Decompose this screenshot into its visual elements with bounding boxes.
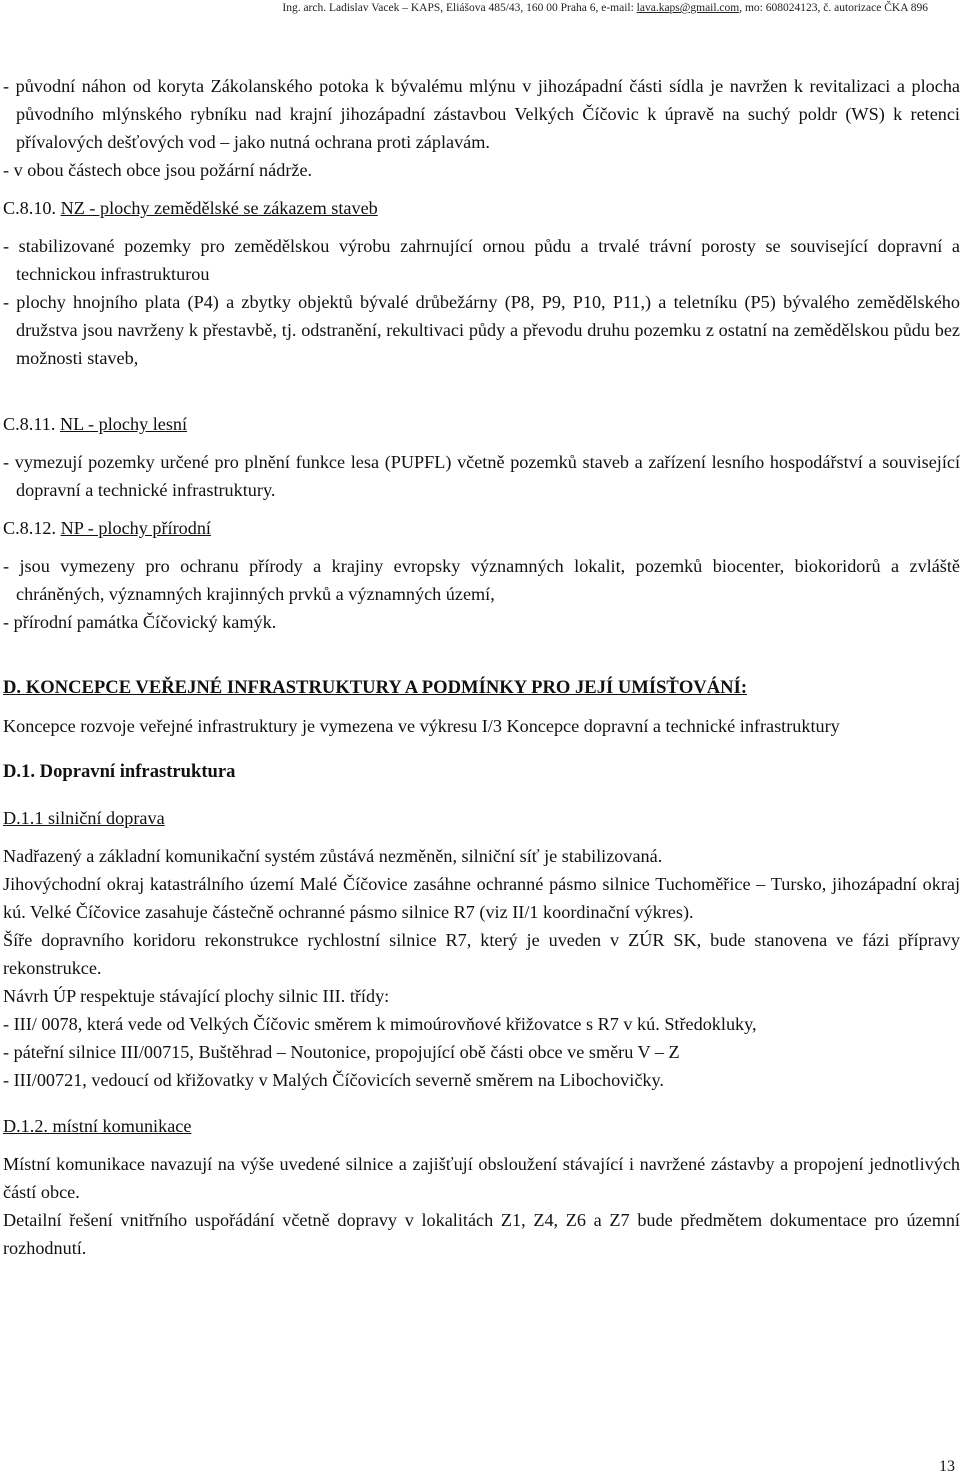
heading-c-8-12-title: NP - plochy přírodní <box>60 518 211 538</box>
paragraph-fire-tanks: - v obou částech obce jsou požární nádrže. <box>3 160 313 180</box>
paragraph-natural-monument: - přírodní památka Číčovický kamýk. <box>3 612 277 632</box>
paragraph-nature-protection: - jsou vymezeny pro ochranu přírody a krajiny evropsky významných lokalit, pozemků biocenter, biokoridorů a zvláště chráněných, významných krajinných prvků a významných území, <box>3 556 960 604</box>
heading-d-1-2: D.1.2. místní komunikace <box>3 1116 192 1136</box>
list-item-road-00721: - III/00721, vedoucí od křižovatky v Malých Číčovicích severně směrem na Libochovičky. <box>3 1070 664 1090</box>
page-header <box>282 2 928 14</box>
heading-c-8-11-number: C.8.11. <box>3 414 60 434</box>
heading-c-8-11-title: NL - plochy lesní <box>59 414 188 434</box>
heading-section-d: D. KONCEPCE VEŘEJNÉ INFRASTRUKTURY A PODMÍNKY PRO JEJÍ UMÍSŤOVÁNÍ: <box>3 677 748 698</box>
paragraph-infrastructure-concept: Koncepce rozvoje veřejné infrastruktury je vymezena ve výkresu I/3 Koncepce dopravní a technické infrastruktury <box>3 716 840 736</box>
header-text: Ing. arch. Ladislav Vacek – KAPS, Eliášova 485/43, 160 00 Praha 6, e-mail: <box>282 2 637 14</box>
heading-d-1: D.1. Dopravní infrastruktura <box>3 761 236 782</box>
heading-c-8-10-number: C.8.10. <box>3 198 61 218</box>
heading-c-8-12 <box>3 514 960 542</box>
document-body <box>3 72 960 1262</box>
paragraph-mill-race: - původní náhon od koryta Zákolanského potoka k bývalému mlýnu v jihozápadní části sídla je navržen k revitalizaci a plocha původního mlýnského rybníku nad krajní jihozápadní zástavbou Velkých Číčovic k úpravě na suchý poldr (WS) k retenci přívalových dešťových vod – jako nutná ochrana proti záplavám. <box>3 76 960 152</box>
header-text-tail: , mo: 608024123, č. autorizace ČKA 896 <box>739 2 928 14</box>
heading-c-8-10-title: NZ - plochy zemědělské se zákazem staveb <box>60 198 378 218</box>
paragraph-local-roads: Místní komunikace navazují na výše uvedené silnice a zajišťují obsloužení stávající i navržené zástavby a propojení jednotlivých částí obce. <box>3 1154 960 1202</box>
paragraph-forest-land: - vymezují pozemky určené pro plnění funkce lesa (PUPFL) včetně pozemků staveb a zařízení lesního hospodářství a související dopravní a technické infrastruktury. <box>3 452 960 500</box>
heading-c-8-12-number: C.8.12. <box>3 518 61 538</box>
paragraph-detailed-solution: Detailní řešení vnitřního uspořádání včetně dopravy v lokalitách Z1, Z4, Z6 a Z7 bude předmětem dokumentace pro územní rozhodnutí. <box>3 1210 960 1258</box>
header-email-link[interactable]: lava.kaps@gmail.com <box>636 2 740 14</box>
page-number: 13 <box>939 1458 955 1475</box>
list-item-road-0078: - III/ 0078, která vede od Velkých Číčovic směrem k mimoúrovňové křižovatce s R7 v kú. Středokluky, <box>3 1014 757 1034</box>
paragraph-stabilized-land: - stabilizované pozemky pro zemědělskou výrobu zahrnující ornou půdu a trvalé trávní porosty se související dopravní a technickou infrastrukturou <box>3 236 960 284</box>
heading-d-1-1: D.1.1 silniční doprava <box>3 808 165 828</box>
paragraph-road-system: Nadřazený a základní komunikační systém zůstává nezměněn, silniční síť je stabilizovaná. <box>3 846 663 866</box>
paragraph-r7-corridor: Šíře dopravního koridoru rekonstrukce rychlostní silnice R7, který je uveden v ZÚR SK, bude stanovena ve fázi přípravy rekonstrukce. <box>3 930 960 978</box>
paragraph-class-iii-roads: Návrh ÚP respektuje stávající plochy silnic III. třídy: <box>3 986 390 1006</box>
heading-c-8-10 <box>3 194 960 222</box>
heading-c-8-11 <box>3 410 960 438</box>
paragraph-manure-plates: - plochy hnojního plata (P4) a zbytky objektů bývalé drůbežárny (P8, P9, P10, P11,) a teletníku (P5) bývalého zemědělského družstva jsou navrženy k přestavbě, tj. odstranění, rekultivaci půdy a převodu druhu pozemku z ostatní na zemědělskou půdu bez možnosti staveb, <box>3 292 960 368</box>
list-item-road-00715: - páteřní silnice III/00715, Buštěhrad – Noutonice, propojující obě části obce ve směru V – Z <box>3 1042 680 1062</box>
paragraph-protective-zone: Jihovýchodní okraj katastrálního území Malé Číčovice zasáhne ochranné pásmo silnice Tuchoměřice – Tursko, jihozápadní okraj kú. Velké Číčovice zasahuje částečně ochranné pásmo silnice R7 (viz II/1 koordinační výkres). <box>3 874 960 922</box>
